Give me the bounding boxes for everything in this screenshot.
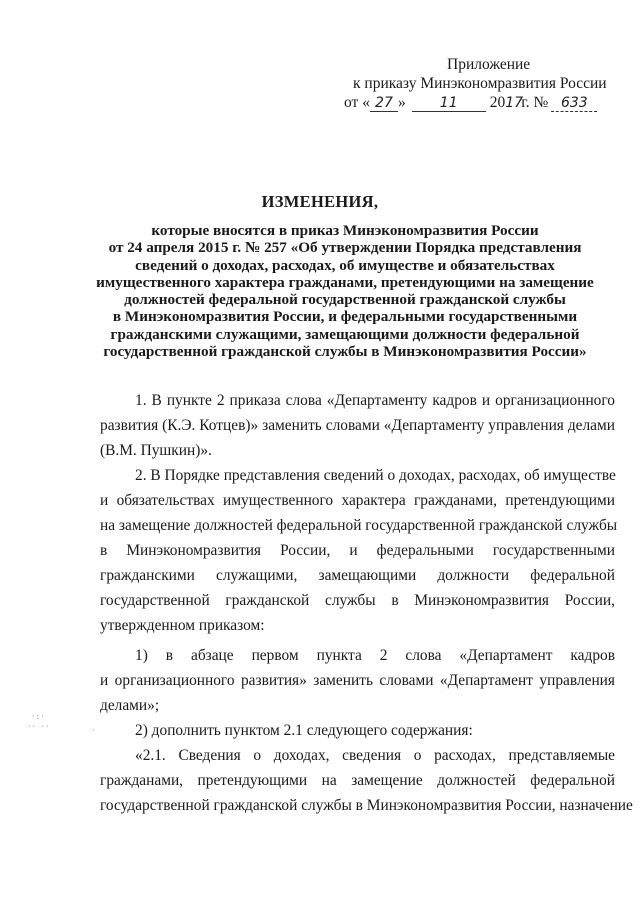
body-line: государственной гражданской службы в Минэкономразвития России, назначение	[100, 797, 633, 814]
subtitle-line: гражданскими служащими, замещающими должности федеральной	[110, 325, 580, 343]
body-line: утвержденном приказом:	[100, 617, 265, 634]
date-prefix: от «	[344, 94, 370, 111]
document-subtitle	[90, 222, 600, 360]
handwritten-month: 11	[412, 95, 486, 112]
body-line: (В.М. Пушкин)».	[100, 442, 212, 459]
date-quote-close: »	[397, 94, 406, 111]
appendix-header	[340, 55, 630, 112]
body-line: гражданами, претендующими на замещение должностей федеральной	[100, 772, 615, 789]
subtitle-line: в Минэкономразвития России, и федеральными государственными	[112, 308, 578, 326]
scan-artifact: ·:·	[32, 712, 46, 721]
subtitle-line: должностей федеральной государственной гражданской службы	[124, 291, 566, 309]
body-line: на замещение должностей федеральной государственной гражданской службы	[100, 517, 618, 534]
subtitle-line: сведений о доходах, расходах, об имуществе и обязательствах	[135, 256, 555, 274]
body-line: 1) в абзаце первом пункта 2 слова «Департамент кадров	[135, 647, 615, 664]
subtitle-line: которые вносятся в приказ Минэкономразвития России	[151, 222, 539, 239]
body-line: делами»;	[100, 697, 160, 714]
subtitle-line: от 24 апреля 2015 г. № 257 «Об утверждении Порядка представления	[108, 239, 582, 257]
body-line: развития (К.Э. Котцев)» заменить словами «Департаменту управления делами	[100, 417, 615, 434]
body-line: и организационного развития» заменить словами «Департамент управления	[100, 672, 615, 689]
body-line: государственной гражданской службы в Минэкономразвития России,	[100, 592, 615, 609]
body-line: «2.1. Сведения о доходах, сведения о расходах, представляемые	[135, 747, 615, 764]
year-g-number: г. №	[521, 94, 549, 111]
body-line: в Минэкономразвития России, и федеральными государственными	[100, 542, 615, 559]
appendix-order-ref: к приказу Минэкономразвития России	[353, 75, 607, 92]
handwritten-day: 27	[370, 95, 398, 112]
subtitle-line: имущественного характера гражданами, претендующими на замещение	[96, 273, 594, 291]
handwritten-order-number: 633	[551, 95, 597, 112]
appendix-title: Приложение	[447, 56, 531, 73]
scan-artifact: ·	[92, 726, 97, 735]
document-title: ИЗМЕНЕНИЯ,	[261, 192, 379, 211]
handwritten-year: 17	[505, 95, 524, 111]
appendix-date-line	[340, 93, 630, 112]
year-prefix: 20	[489, 94, 506, 111]
scan-artifact: ·· ··	[28, 722, 51, 731]
body-line: 2) дополнить пунктом 2.1 следующего содержания:	[135, 722, 473, 739]
body-line: 1. В пункте 2 приказа слова «Департаменту кадров и организационного	[135, 392, 615, 409]
body-line: гражданскими служащими, замещающими должности федеральной	[100, 567, 615, 584]
body-line: 2. В Порядке представления сведений о доходах, расходах, об имуществе	[135, 467, 616, 484]
body-line: и обязательствах имущественного характера гражданами, претендующими	[100, 492, 615, 509]
subtitle-line: государственной гражданской службы в Минэкономразвития России»	[103, 343, 587, 361]
